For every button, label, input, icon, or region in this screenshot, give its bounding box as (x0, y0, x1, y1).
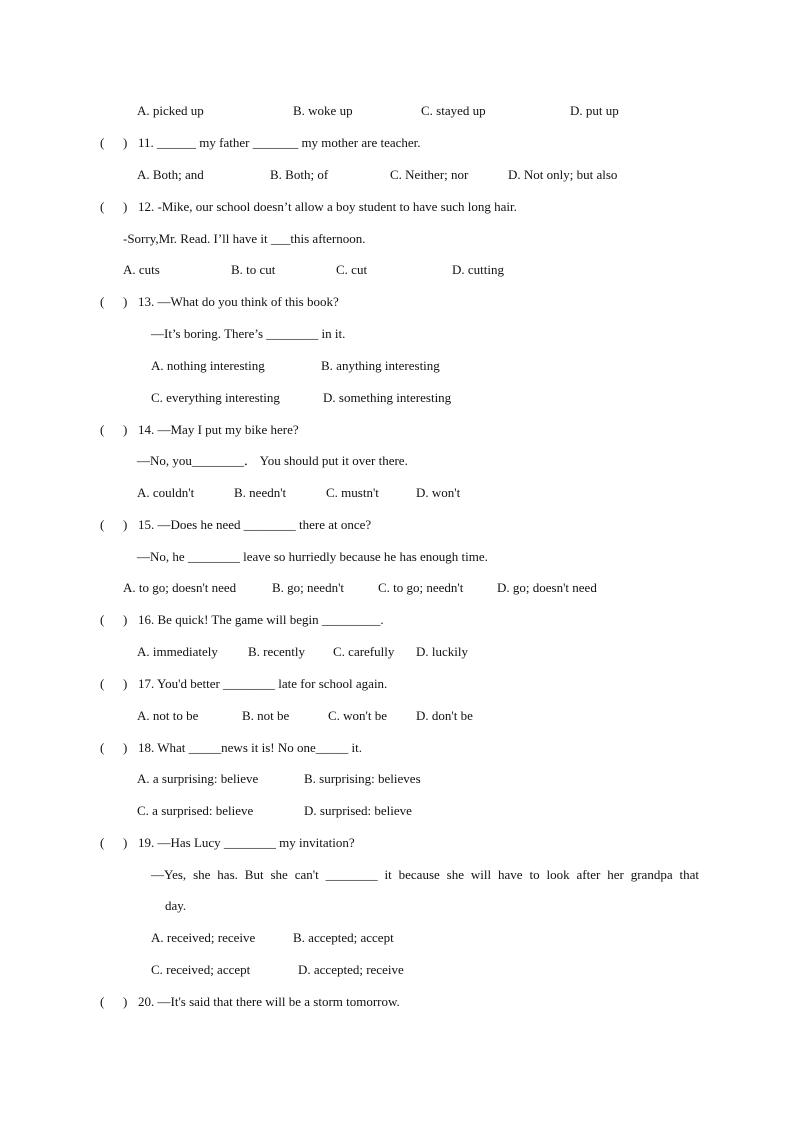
q15-option-a: A. to go; doesn't need (123, 580, 237, 595)
answer-paren-open: ( (100, 517, 105, 532)
q12-reply: -Sorry,Mr. Read. I’ll have it ___this afternoon. (123, 231, 366, 246)
q17-option-c: C. won't be (328, 708, 388, 723)
q12-option-a: A. cuts (123, 262, 160, 277)
q20-stem: 20. —It's said that there will be a storm tomorrow. (138, 994, 400, 1009)
q17-option-a: A. not to be (137, 708, 199, 723)
q16-option-b: B. recently (248, 644, 306, 659)
q17-option-d: D. don't be (416, 708, 473, 723)
q19-stem: 19. —Has Lucy ________ my invitation? (138, 835, 355, 850)
q15-option-c: C. to go; needn't (378, 580, 464, 595)
q13-reply: —It’s boring. There’s ________ in it. (151, 326, 346, 341)
answer-paren-close: ) (123, 740, 128, 755)
q18-option-d: D. surprised: believe (304, 803, 412, 818)
q19-option-c: C. received; accept (151, 962, 251, 977)
q14-option-a: A. couldn't (137, 485, 195, 500)
answer-paren-close: ) (123, 676, 128, 691)
q16-stem: 16. Be quick! The game will begin _________. (138, 612, 384, 627)
q18-option-c: C. a surprised: believe (137, 803, 254, 818)
q13-option-a: A. nothing interesting (151, 358, 265, 373)
q15-stem: 15. —Does he need ________ there at once? (138, 517, 372, 532)
q15-option-d: D. go; doesn't need (497, 580, 597, 595)
answer-paren-open: ( (100, 199, 105, 214)
answer-paren-open: ( (100, 994, 105, 1009)
q18-option-a: A. a surprising: believe (137, 771, 259, 786)
q10-option-d: D. put up (570, 103, 619, 118)
q12-option-d: D. cutting (452, 262, 504, 277)
q19-reply: —Yes, she has. But she can't ________ it because she will have to look after her grandpa that (151, 867, 699, 882)
q12-option-c: C. cut (336, 262, 368, 277)
q11-option-d: D. Not only; but also (508, 167, 618, 182)
q11-option-a: A. Both; and (137, 167, 204, 182)
answer-paren-open: ( (100, 612, 105, 627)
answer-paren-open: ( (100, 422, 105, 437)
q19-reply-continued: day. (165, 898, 187, 913)
q10-option-b: B. woke up (293, 103, 353, 118)
q19-option-a: A. received; receive (151, 930, 256, 945)
q11-option-b: B. Both; of (270, 167, 329, 182)
answer-paren-open: ( (100, 294, 105, 309)
answer-paren-open: ( (100, 740, 105, 755)
q14-stem: 14. —May I put my bike here? (138, 422, 299, 437)
answer-paren-close: ) (123, 994, 128, 1009)
q12-stem: 12. -Mike, our school doesn’t allow a boy student to have such long hair. (138, 199, 517, 214)
q18-stem: 18. What _____news it is! No one_____ it. (138, 740, 362, 755)
q13-option-c: C. everything interesting (151, 390, 280, 405)
answer-paren-close: ) (123, 199, 128, 214)
q14-option-b: B. needn't (234, 485, 287, 500)
q16-option-d: D. luckily (416, 644, 468, 659)
answer-paren-close: ) (123, 835, 128, 850)
q14-option-d: D. won't (416, 485, 461, 500)
answer-paren-close: ) (123, 135, 128, 150)
answer-paren-open: ( (100, 676, 105, 691)
answer-paren-close: ) (123, 422, 128, 437)
answer-paren-open: ( (100, 835, 105, 850)
answer-paren-close: ) (123, 612, 128, 627)
q13-option-b: B. anything interesting (321, 358, 440, 373)
q17-stem: 17. You'd better ________ late for school again. (138, 676, 388, 691)
q11-option-c: C. Neither; nor (390, 167, 469, 182)
q10-option-a: A. picked up (137, 103, 204, 118)
q15-option-b: B. go; needn't (272, 580, 345, 595)
q15-reply: —No, he ________ leave so hurriedly because he has enough time. (137, 549, 488, 564)
q13-option-d: D. something interesting (323, 390, 452, 405)
q16-option-a: A. immediately (137, 644, 218, 659)
q14-option-c: C. mustn't (326, 485, 379, 500)
answer-paren-close: ) (123, 517, 128, 532)
answer-paren-open: ( (100, 135, 105, 150)
q16-option-c: C. carefully (333, 644, 395, 659)
q18-option-b: B. surprising: believes (304, 771, 421, 786)
q11-stem: 11. ______ my father _______ my mother are teacher. (138, 135, 421, 150)
q14-reply: —No, you________． You should put it over there. (137, 453, 408, 468)
q13-stem: 13. —What do you think of this book? (138, 294, 339, 309)
q10-option-c: C. stayed up (421, 103, 486, 118)
answer-paren-close: ) (123, 294, 128, 309)
q12-option-b: B. to cut (231, 262, 276, 277)
q17-option-b: B. not be (242, 708, 290, 723)
q19-option-d: D. accepted; receive (298, 962, 404, 977)
q19-option-b: B. accepted; accept (293, 930, 394, 945)
